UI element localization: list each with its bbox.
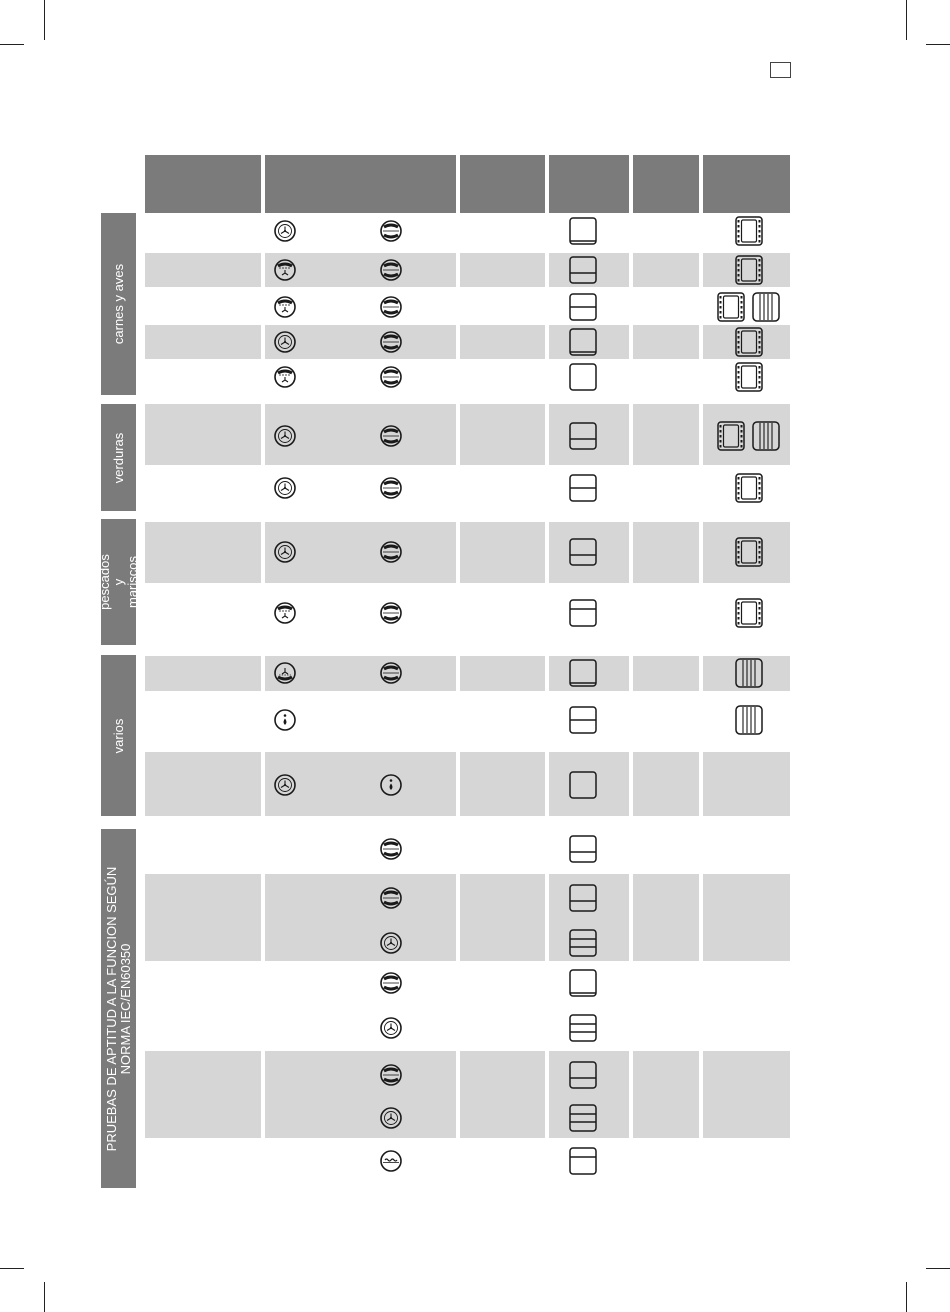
grill-icon <box>380 1150 402 1172</box>
baking-tray-icon <box>735 216 763 246</box>
shelf-level-2-icon <box>569 538 597 566</box>
baking-tray-icon <box>735 598 763 628</box>
fan-grill-icon <box>274 259 296 281</box>
fan-grill-icon <box>274 602 296 624</box>
fan-oven-icon <box>274 331 296 353</box>
shelf-level-4-icon <box>569 599 597 627</box>
fan-oven-icon <box>274 425 296 447</box>
fan-oven-icon <box>380 1107 402 1129</box>
shelf-level-2-icon <box>569 1061 597 1089</box>
table-row-band <box>145 522 790 583</box>
category-tab-varios <box>101 655 136 816</box>
shelf-level-3-icon <box>569 474 597 502</box>
shelf-level-0-icon <box>569 363 597 391</box>
shelf-level-3-icon <box>569 293 597 321</box>
baking-tray-icon <box>735 255 763 285</box>
baking-tray-icon <box>735 473 763 503</box>
baking-tray-icon <box>717 292 745 322</box>
header-cell-accessory <box>703 155 790 213</box>
crop-mark <box>0 1268 24 1269</box>
fan-grill-icon <box>274 366 296 388</box>
category-label: carnes y aves <box>110 263 126 345</box>
table-row-band <box>145 325 790 359</box>
wire-rack-icon <box>752 292 780 322</box>
table-row-band <box>145 404 790 465</box>
shelf-level-1-icon <box>569 659 597 687</box>
fan-oven-icon <box>274 541 296 563</box>
category-tab-verduras <box>101 404 136 511</box>
pizza-function-icon <box>274 662 296 684</box>
wire-rack-icon <box>735 658 763 688</box>
baking-tray-icon <box>735 537 763 567</box>
fan-oven-icon <box>380 1017 402 1039</box>
top-bottom-heat-icon <box>380 366 402 388</box>
baking-tray-icon <box>717 421 745 451</box>
top-bottom-heat-icon <box>380 296 402 318</box>
column-divider <box>699 213 703 1188</box>
table-row-band <box>145 656 790 691</box>
page-number-box <box>770 62 791 78</box>
crop-mark <box>926 1268 950 1269</box>
crop-mark <box>0 44 24 45</box>
top-bottom-heat-icon <box>380 477 402 499</box>
shelf-level-2-icon <box>569 835 597 863</box>
crop-mark <box>44 0 45 40</box>
crop-mark <box>926 44 950 45</box>
fan-oven-icon <box>380 932 402 954</box>
column-divider <box>545 213 549 1188</box>
shelf-levels-2-4-icon <box>569 929 597 957</box>
category-tab-pruebas <box>101 829 136 1188</box>
column-divider <box>629 213 633 1188</box>
shelf-level-4-icon <box>569 1147 597 1175</box>
top-bottom-heat-icon <box>380 662 402 684</box>
top-bottom-heat-icon <box>380 972 402 994</box>
shelf-level-1-icon <box>569 217 597 245</box>
baking-tray-icon <box>735 362 763 392</box>
shelf-level-2-icon <box>569 256 597 284</box>
table-row-band <box>145 752 790 816</box>
top-bottom-heat-icon <box>380 425 402 447</box>
top-bottom-heat-icon <box>380 331 402 353</box>
shelf-levels-2-4-icon <box>569 1014 597 1042</box>
shelf-levels-2-4-icon <box>569 1104 597 1132</box>
header-cell-shelf <box>549 155 629 213</box>
defrost-icon <box>274 709 296 731</box>
category-label: PRUEBAS DE APTITUD A LA FUNCION SEGÚN NORMA IEC/EN60350 <box>103 866 133 1151</box>
category-label: pescados y mariscos <box>96 554 140 610</box>
shelf-level-1-icon <box>569 328 597 356</box>
top-bottom-heat-icon <box>380 541 402 563</box>
shelf-level-1-icon <box>569 969 597 997</box>
header-cell-function <box>265 155 456 213</box>
top-bottom-heat-icon <box>380 838 402 860</box>
baking-tray-icon <box>735 327 763 357</box>
wire-rack-icon <box>735 705 763 735</box>
fan-oven-icon <box>274 220 296 242</box>
header-cell-temperature <box>460 155 545 213</box>
shelf-level-2-icon <box>569 884 597 912</box>
table-row-band <box>145 253 790 287</box>
fan-oven-icon <box>274 774 296 796</box>
top-bottom-heat-icon <box>380 602 402 624</box>
top-bottom-heat-icon <box>380 1064 402 1086</box>
shelf-level-2-icon <box>569 422 597 450</box>
fan-grill-icon <box>274 296 296 318</box>
header-cell-time <box>633 155 699 213</box>
shelf-level-0-icon <box>569 771 597 799</box>
defrost-icon <box>380 774 402 796</box>
crop-mark <box>906 1282 907 1312</box>
top-bottom-heat-icon <box>380 220 402 242</box>
table-row-band <box>145 1051 790 1138</box>
category-label: varios <box>110 718 126 753</box>
category-tab-carnes <box>101 213 136 395</box>
column-divider <box>261 213 265 1188</box>
crop-mark <box>44 1282 45 1312</box>
top-bottom-heat-icon <box>380 259 402 281</box>
fan-oven-icon <box>274 477 296 499</box>
table-row-band <box>145 874 790 961</box>
column-divider <box>456 213 460 1188</box>
header-cell-dish <box>145 155 261 213</box>
top-bottom-heat-icon <box>380 887 402 909</box>
wire-rack-icon <box>752 421 780 451</box>
category-tab-pescados <box>96 519 140 645</box>
shelf-level-3-icon <box>569 706 597 734</box>
crop-mark <box>906 0 907 40</box>
category-label: verduras <box>110 432 126 483</box>
